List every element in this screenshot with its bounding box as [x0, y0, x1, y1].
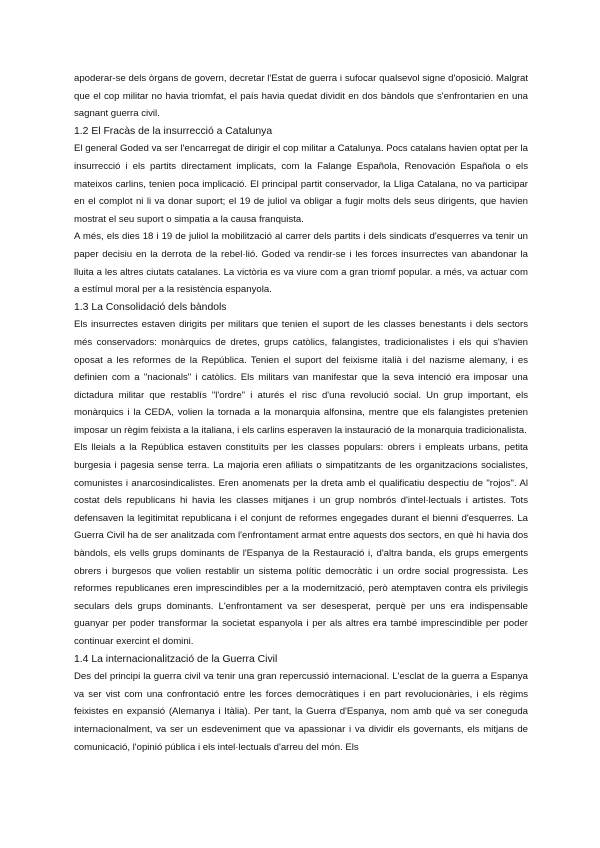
section-heading-1-4: 1.4 La internacionalització de la Guerra Civil — [74, 653, 278, 665]
section-heading-1-3: 1.3 La Consolidació dels bàndols — [74, 301, 227, 313]
paragraph-internacionalitzacio: Des del principi la guerra civil va tenir una gran repercussió internacional. L'esclat de la guerra a Espanya va ser vist com una confrontació entre les forces democràtiques i en part revolucionàries, i els règims feixistes en expansió (Alemanya i Itàlia). Per tant, la Guerra d'Espanya, nom amb què va ser coneguda internacionalment, va ser un esdeveniment que va apassionar i va dividir els governants, els mitjans de comunicació, l'opinió pública i els intel·lectuals d'arreu del món. Els — [74, 671, 528, 753]
paragraph-lleials: Els lleials a la República estaven constituïts per les classes populars: obrers i empleats urbans, petita burgesia i pagesia sense terra. La majoria eren afiliats o simpatitzants de les organitzacions socialistes, comunistes i anarcosindicalistes. Eren anomenats per la dreta amb el qualificatiu despectiu de "rojos". Al costat dels republicans hi havia les classes mitjanes i un grup nombrós d'intel·lectuals i artistes. Tots defensaven la legitimitat republicana i el conjunt de reformes engegades durant el bienni d'esquerres. La Guerra Civil ha de ser analitzada com l'enfrontament armat entre aquests dos sectors, en què hi havia dos bàndols, els vells grups dominants de l'Espanya de la Restauració i, d'altra banda, els grups emergents obrers i burgesos que volien restablir un sistema polític democràtic i un ordre social progressista. Les reformes republicanes eren imprescindibles per a la modernització, però atemptaven contra els privilegis seculars dels grups dominants. L'enfrontament va ser desesperat, perquè per uns era indispensable guanyar per poder transformar la societat espanyola i per als altres era també imprescindible per poder continuar exercint el domini. — [74, 442, 528, 647]
document-page — [74, 70, 528, 756]
paragraph-mobilitzacio: A més, els dies 18 i 19 de juliol la mobilització al carrer dels partits i dels sindicats d'esquerres va tenir un paper decisiu en la derrota de la rebel·lió. Goded va rendir-se i les forces insurrectes van abandonar la lluita a les altres ciutats catalanes. La victòria es va viure com a gran triomf popular. a més, va actuar com a estímul moral per a la resistència espanyola. — [74, 231, 528, 296]
paragraph-goded: El general Goded va ser l'encarregat de dirigir el cop militar a Catalunya. Pocs catalans havien optat per la insurrecció i els partits directament implicats, com la Falange Española, Renovación Española o els mateixos carlins, tenien poca implicació. El principal partit conservador, la Lliga Catalana, no va participar en el complot ni li va donar suport; el 19 de juliol va obligar a fugir molts dels seus dirigents, que havien mostrat el seu suport o simpatia a la causa franquista. — [74, 143, 528, 225]
paragraph-insurrectes: Els insurrectes estaven dirigits per militars que tenien el suport de les classes benestants i dels sectors més conservadors: monàrquics de dretes, grups catòlics, falangistes, tradicionalistes i els qui s'havien oposat a les reformes de la República. Tenien el suport del feixisme italià i del nazisme alemany, i es definien com a "nacionals" i catòlics. Els militars van manifestar que la seva intenció era imposar una dictadura militar que restablís "l'ordre" i aturés el risc d'una revolució social. Un grup important, els monàrquics i la CEDA, volien la tornada a la monarquia alfonsina, mentre que els falangistes pretenien imposar un règim feixista a la italiana, i els carlins esperaven la instauració de la monarquia tradicionalista. — [74, 319, 528, 436]
section-heading-1-2: 1.2 El Fracàs de la insurrecció a Catalunya — [74, 125, 273, 137]
paragraph-intro-continuation: apoderar-se dels òrgans de govern, decretar l'Estat de guerra i sufocar qualsevol signe d'oposició. Malgrat que el cop militar no havia triomfat, el país havia quedat dividit en dos bàndols que s'enfrontarien en una sagnant guerra civil. — [74, 73, 528, 120]
